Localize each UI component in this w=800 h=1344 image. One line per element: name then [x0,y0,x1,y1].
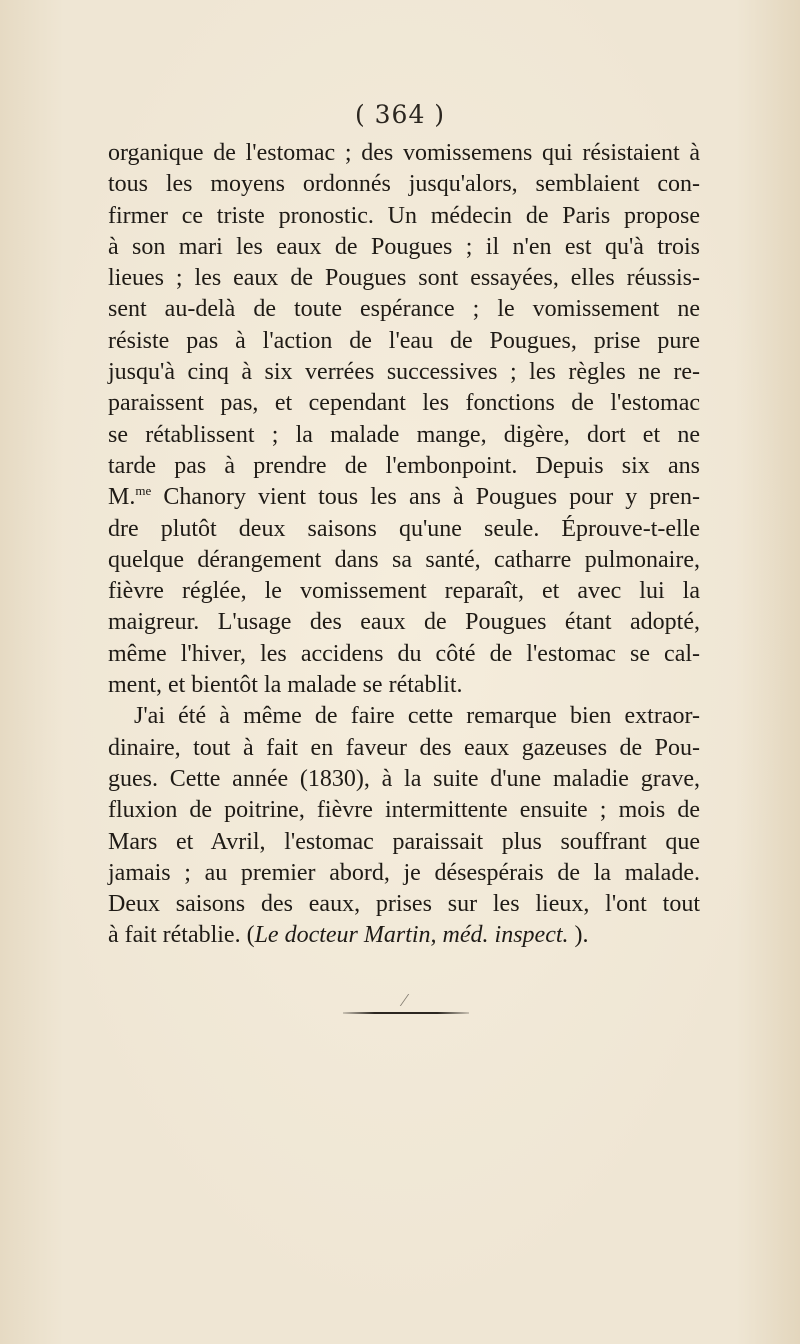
superscript: me [135,483,152,499]
text-line: à son mari les eaux de Pougues ; il n'en est qu'à trois [108,233,700,260]
text-line: maigreur. L'usage des eaux de Pougues étant adopté, [108,609,700,636]
text-line: ment, et bientôt la malade se rétablit. [108,672,463,699]
text-line: quelque dérangement dans sa santé, catharre pulmonaire, [108,546,700,573]
text-line: jusqu'à cinq à six verrées successives ; les règles ne re- [108,359,700,386]
text-line: fluxion de poitrine, fièvre intermittente ensuite ; mois de [108,797,700,824]
text-fragment: Chanory vient tous les ans à Pougues pour y pren- [151,484,700,511]
text-line: sent au-delà de toute espérance ; le vomissement ne [108,296,700,323]
text-line: Deux saisons des eaux, prises sur les lieux, l'ont tout [108,891,700,918]
text-line: tarde pas à prendre de l'embonpoint. Depuis six ans [108,452,700,479]
text-fragment: M. [108,484,136,511]
text-line: tous les moyens ordonnés jusqu'alors, semblaient con- [108,171,700,198]
text-line: même l'hiver, les accidens du côté de l'estomac se cal- [108,640,700,667]
body-text [108,138,700,952]
text-line: paraissent pas, et cependant les fonctions de l'estomac [108,390,700,417]
ink-mark [390,994,409,1006]
text-line: firmer ce triste pronostic. Un médecin de Paris propose [108,202,700,229]
paragraph-first-line: J'ai été à même de faire cette remarque bien extraor- [134,703,700,730]
text-fragment: ). [568,922,589,949]
text-line: lieues ; les eaux de Pougues sont essayées, elles réussis- [108,265,700,292]
text-line: se rétablissent ; la malade mange, digère, dort et ne [108,421,700,448]
text-line-citation [108,920,700,951]
text-line: jamais ; au premier abord, je désespérais de la malade. [108,859,700,886]
citation-italic: Le docteur Martin, méd. inspect. [254,922,569,949]
text-line: dre plutôt deux saisons qu'une seule. Éprouve-t-elle [108,515,700,542]
text-line-with-superscript [108,482,700,513]
text-line: fièvre réglée, le vomissement reparaît, et avec lui la [108,578,700,605]
text-line: résiste pas à l'action de l'eau de Pougues, prise pure [108,327,700,354]
text-fragment: à fait rétablie. ( [108,922,255,949]
text-line: gues. Cette année (1830), à la suite d'une maladie grave, [108,765,700,792]
text-line: organique de l'estomac ; des vomissemens qui résistaient à [108,140,700,166]
text-line: dinaire, tout à fait en faveur des eaux gazeuses de Pou- [108,734,700,761]
text-line: Mars et Avril, l'estomac paraissait plus souffrant que [108,828,700,855]
end-rule-divider [343,1012,469,1014]
page-number: ( 364 ) [354,100,446,129]
